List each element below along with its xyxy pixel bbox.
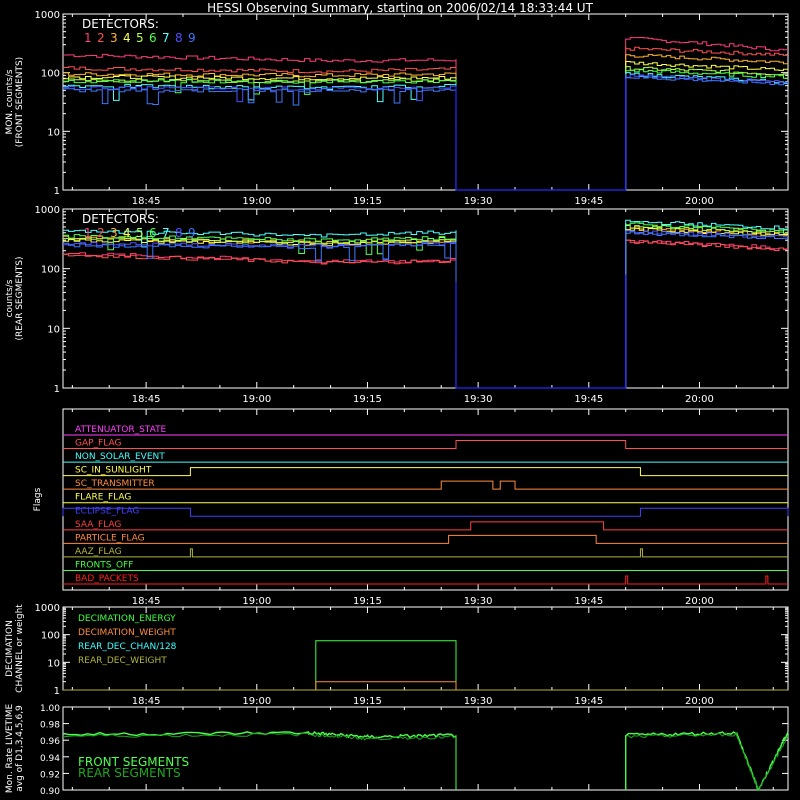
panel-1-ylabel: counts/s xyxy=(5,279,15,318)
legend-item: FRONT SEGMENTS xyxy=(78,755,190,769)
panel-3-xtick-label: 20:00 xyxy=(685,696,714,707)
panel-0-xtick-label: 18:45 xyxy=(131,196,161,207)
legend-item-8: 8 xyxy=(175,31,183,45)
panel-0-ytick-label: 1 xyxy=(53,186,60,197)
panel-1-xtick-label: 20:00 xyxy=(685,394,714,405)
panel-1-ylabel: (REAR SEGMENTS) xyxy=(15,256,25,341)
flag-label: SAA_FLAG xyxy=(75,519,122,530)
panel-0-xtick-label: 19:00 xyxy=(242,196,272,207)
panel-0-xtick-label: 19:45 xyxy=(574,196,604,207)
flag-label: FRONTS_OFF xyxy=(75,560,134,571)
panel-2-ylabel: Flags xyxy=(33,487,43,512)
panel-2-xtick-label: 18:45 xyxy=(131,596,161,607)
flag-label: NON_SOLAR_EVENT xyxy=(75,452,165,463)
panel-4-ytick-label: 0.94 xyxy=(39,753,60,764)
flag-label: ECLIPSE_FLAG xyxy=(75,506,140,517)
chart-title: HESSI Observing Summary, starting on 2006/02/14 18:33:44 UT xyxy=(207,1,593,15)
panel-1-ytick-label: 100 xyxy=(40,264,60,276)
legend-item: REAR_DEC_WEIGHT xyxy=(78,656,167,666)
legend-item-4: 4 xyxy=(123,31,131,45)
panel-1-xtick-label: 19:30 xyxy=(463,394,493,405)
flag-label: SC_IN_SUNLIGHT xyxy=(75,465,152,476)
panel-3-ylabel: CHANNEL or weight xyxy=(15,604,25,693)
flag-label: SC_TRANSMITTER xyxy=(75,479,155,490)
panel-3-xtick-label: 18:45 xyxy=(131,696,161,707)
legend-item-6: 6 xyxy=(149,31,157,45)
panel-2-xtick-label: 19:15 xyxy=(353,596,382,607)
legend-item-7: 7 xyxy=(162,31,170,45)
legend-item-5: 5 xyxy=(136,226,144,240)
panel-4-ytick-label: 0.96 xyxy=(39,737,60,748)
panel-3-xtick-label: 19:15 xyxy=(353,696,382,707)
panel-0-ytick-label: 1000 xyxy=(34,10,60,21)
flag-label: AAZ_FLAG xyxy=(75,546,122,557)
panel-3-ytick-label: 100 xyxy=(40,630,60,642)
panel-4-ytick-label: 0.92 xyxy=(39,770,60,781)
legend-title: DETECTORS: xyxy=(82,17,159,31)
legend-item: DECIMATION_WEIGHT xyxy=(78,628,176,638)
panel-3-xtick-label: 19:30 xyxy=(463,696,493,707)
panel-2-xtick-label: 19:00 xyxy=(242,596,272,607)
legend-item-7: 7 xyxy=(162,226,170,240)
flag-label: PARTICLE_FLAG xyxy=(75,533,145,544)
panel-0-ytick-label: 10 xyxy=(47,127,60,139)
panel-3-ytick-label: 1 xyxy=(53,686,60,697)
panel-1-xtick-label: 19:45 xyxy=(574,394,604,405)
panel-0-ytick-label: 100 xyxy=(40,68,60,80)
panel-1-xtick-label: 19:00 xyxy=(242,394,272,405)
panel-0-ylabel: (FRONT SEGMENTS) xyxy=(15,56,25,148)
flag-label: BAD_PACKETS xyxy=(75,574,139,584)
legend-item-9: 9 xyxy=(188,31,196,45)
legend-item-1: 1 xyxy=(84,31,92,45)
panel-4-ylabel: avg of D1,3,4,5,6,9 xyxy=(15,705,25,792)
panel-1-xtick-label: 19:15 xyxy=(353,394,382,405)
legend-item-2: 2 xyxy=(97,226,105,240)
flag-label: ATTENUATOR_STATE xyxy=(75,425,167,435)
panel-1-ytick-label: 10 xyxy=(47,324,60,336)
panel-3-xtick-label: 19:45 xyxy=(574,696,604,707)
panel-0-xtick-label: 19:15 xyxy=(353,196,382,207)
legend-item-2: 2 xyxy=(97,31,105,45)
legend-item: REAR_DEC_CHAN/128 xyxy=(78,642,177,652)
panel-2-xtick-label: 19:45 xyxy=(574,596,604,607)
panel-3-ytick-label: 1000 xyxy=(34,603,60,614)
panel-3-xtick-label: 19:00 xyxy=(242,696,272,707)
panel-3-ylabel: DECIMATION xyxy=(5,620,15,677)
legend-item: DECIMATION_ENERGY xyxy=(78,614,176,624)
panel-3-ytick-label: 10 xyxy=(47,658,60,670)
flag-label: FLARE_FLAG xyxy=(75,492,132,503)
legend-item-1: 1 xyxy=(84,226,92,240)
panel-4-ytick-label: 1.00 xyxy=(39,704,60,714)
panel-1-ytick-label: 1000 xyxy=(34,205,60,216)
legend-item-4: 4 xyxy=(123,226,131,240)
flag-label: GAP_FLAG xyxy=(75,438,122,449)
panel-2-xtick-label: 19:30 xyxy=(463,596,493,607)
legend-item-9: 9 xyxy=(188,226,196,240)
panel-4-ytick-label: 0.90 xyxy=(39,787,60,797)
legend-item-8: 8 xyxy=(175,226,183,240)
panel-4-ytick-label: 0.98 xyxy=(39,720,60,731)
legend-item: REAR SEGMENTS xyxy=(78,766,181,780)
legend-item-6: 6 xyxy=(149,226,157,240)
panel-4-ylabel: Mon. Rate LIVETIME xyxy=(5,703,15,794)
panel-0-ylabel: MON. counts/s xyxy=(5,69,15,135)
legend-item-3: 3 xyxy=(110,31,118,45)
legend-item-3: 3 xyxy=(110,226,118,240)
panel-1-xtick-label: 18:45 xyxy=(131,394,161,405)
panel-0-xtick-label: 19:30 xyxy=(463,196,493,207)
panel-1-ytick-label: 1 xyxy=(53,384,60,395)
panel-2-xtick-label: 20:00 xyxy=(685,596,714,607)
legend-item-5: 5 xyxy=(136,31,144,45)
legend-title: DETECTORS: xyxy=(82,212,159,226)
panel-0-xtick-label: 20:00 xyxy=(685,196,714,207)
